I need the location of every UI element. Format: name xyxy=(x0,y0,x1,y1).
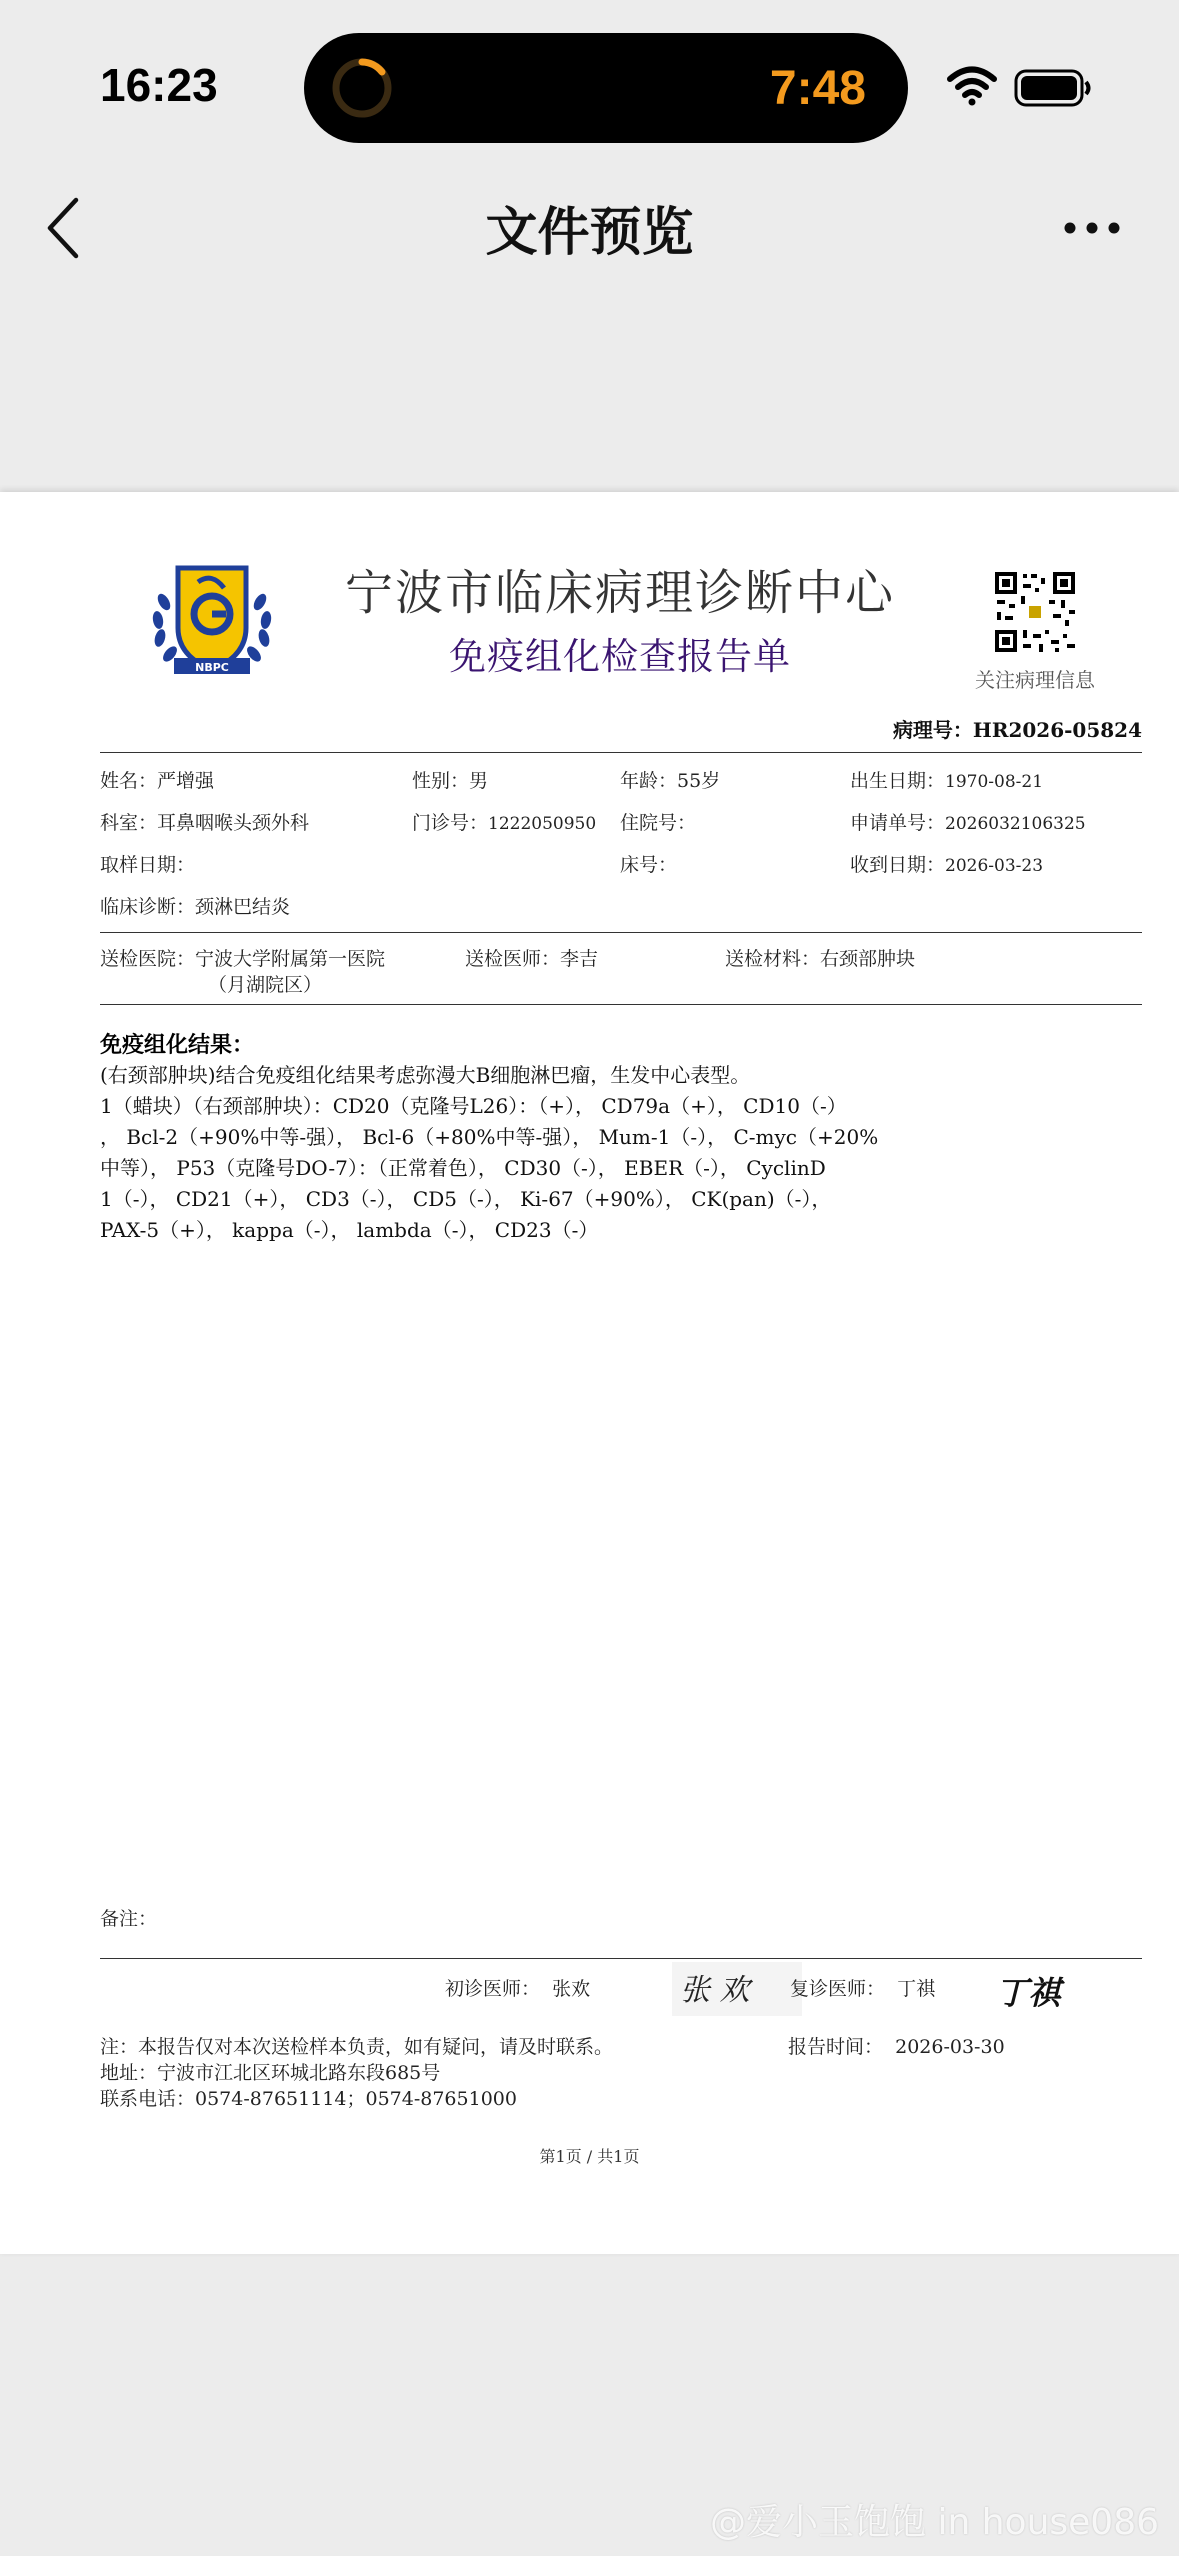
qr-caption: 关注病理信息 xyxy=(975,668,1095,692)
patient-dept: 科室：耳鼻咽喉头颈外科 xyxy=(100,812,310,834)
result-line: 1（-）， CD21（+）， CD3（-）， CD5（-）， Ki-67（+90%）， CK(pan)（-）， xyxy=(100,1187,832,1211)
patient-age: 年龄：55岁 xyxy=(620,770,721,792)
timer-ring-icon xyxy=(330,56,394,120)
submitting-doctor: 送检医师：李吉 xyxy=(465,948,599,970)
dynamic-island[interactable] xyxy=(304,33,908,143)
sample-date: 取样日期： xyxy=(100,854,196,876)
divider xyxy=(100,932,1142,933)
document-page[interactable] xyxy=(0,492,1179,2254)
patient-inpatient: 住院号： xyxy=(620,812,697,834)
patient-outpatient: 门诊号：1222050950 xyxy=(412,812,597,834)
center-name: 宁波市临床病理诊断中心 xyxy=(344,565,895,621)
watermark: @爱小玉饱饱 in house086 xyxy=(710,2502,1159,2543)
review-doctor: 复诊医师： 丁祺 xyxy=(790,1978,936,2000)
submitted-material: 送检材料：右颈部肿块 xyxy=(725,948,916,970)
more-options-icon[interactable] xyxy=(1062,218,1122,238)
result-title: 免疫组化结果： xyxy=(100,1032,255,1058)
result-line: ， Bcl-2（+90%中等-强）， Bcl-6（+80%中等-强）， Mum-1（-）， C-myc（+20% xyxy=(100,1125,879,1149)
wifi-icon xyxy=(947,66,997,106)
review-doctor-signature xyxy=(994,1966,1074,2018)
submitting-hospital-branch: （月湖院区） xyxy=(208,974,323,996)
clinical-diagnosis: 临床诊断：颈淋巴结炎 xyxy=(100,896,291,918)
result-line: (右颈部肿块)结合免疫组化结果考虑弥漫大B细胞淋巴瘤，生发中心表型。 xyxy=(100,1063,751,1087)
result-text xyxy=(100,1060,1000,1246)
patient-name: 姓名：严增强 xyxy=(100,770,215,792)
result-line: 中等）， P53（克隆号DO-7）：（正常着色）， CD30（-）， EBER（-）， CyclinD xyxy=(100,1156,826,1180)
remarks-label: 备注： xyxy=(100,1908,158,1930)
svg-text:张 欢: 张 欢 xyxy=(680,1973,750,2008)
bed-number: 床号： xyxy=(620,854,678,876)
battery-icon xyxy=(1014,68,1094,108)
received-date: 收到日期：2026-03-23 xyxy=(850,854,1044,876)
divider xyxy=(100,752,1142,753)
patient-request: 申请单号：2026032106325 xyxy=(850,812,1086,834)
phone: 联系电话：0574-87651114；0574-87651000 xyxy=(100,2088,517,2110)
nbpc-logo xyxy=(146,562,278,680)
address: 地址：宁波市江北区环城北路东段685号 xyxy=(100,2062,441,2084)
status-time: 16:23 xyxy=(100,59,218,111)
pathology-number: 病理号：HR2026-05824 xyxy=(892,718,1142,742)
result-line: PAX-5（+）， kappa（-）， lambda（-）， CD23（-） xyxy=(100,1218,599,1242)
patient-birth: 出生日期：1970-08-21 xyxy=(850,770,1044,792)
qr-code-icon[interactable] xyxy=(993,570,1077,654)
patient-sex: 性别：男 xyxy=(412,770,489,792)
result-line: 1（蜡块）（右颈部肿块）：CD20（克隆号L26）：（+）， CD79a（+）， CD10（-） xyxy=(100,1094,847,1118)
divider xyxy=(100,1958,1142,1959)
submitting-hospital: 送检医院：宁波大学附属第一医院 xyxy=(100,948,386,970)
report-title: 免疫组化检查报告单 xyxy=(449,635,791,678)
page-title: 文件预览 xyxy=(485,203,694,263)
disclaimer: 注：本报告仅对本次送检样本负责，如有疑问，请及时联系。 xyxy=(100,2036,614,2058)
svg-text:丁祺: 丁祺 xyxy=(996,1974,1061,2012)
divider xyxy=(100,1004,1142,1005)
page-number: 第1页 / 共1页 xyxy=(539,2147,640,2166)
logo-text: NBPC xyxy=(195,661,229,674)
initial-doctor-signature xyxy=(672,1962,802,2016)
initial-doctor: 初诊医师： 张欢 xyxy=(445,1978,591,2000)
timer-text: 7:48 xyxy=(769,62,866,115)
report-time: 报告时间： 2026-03-30 xyxy=(788,2036,1005,2058)
